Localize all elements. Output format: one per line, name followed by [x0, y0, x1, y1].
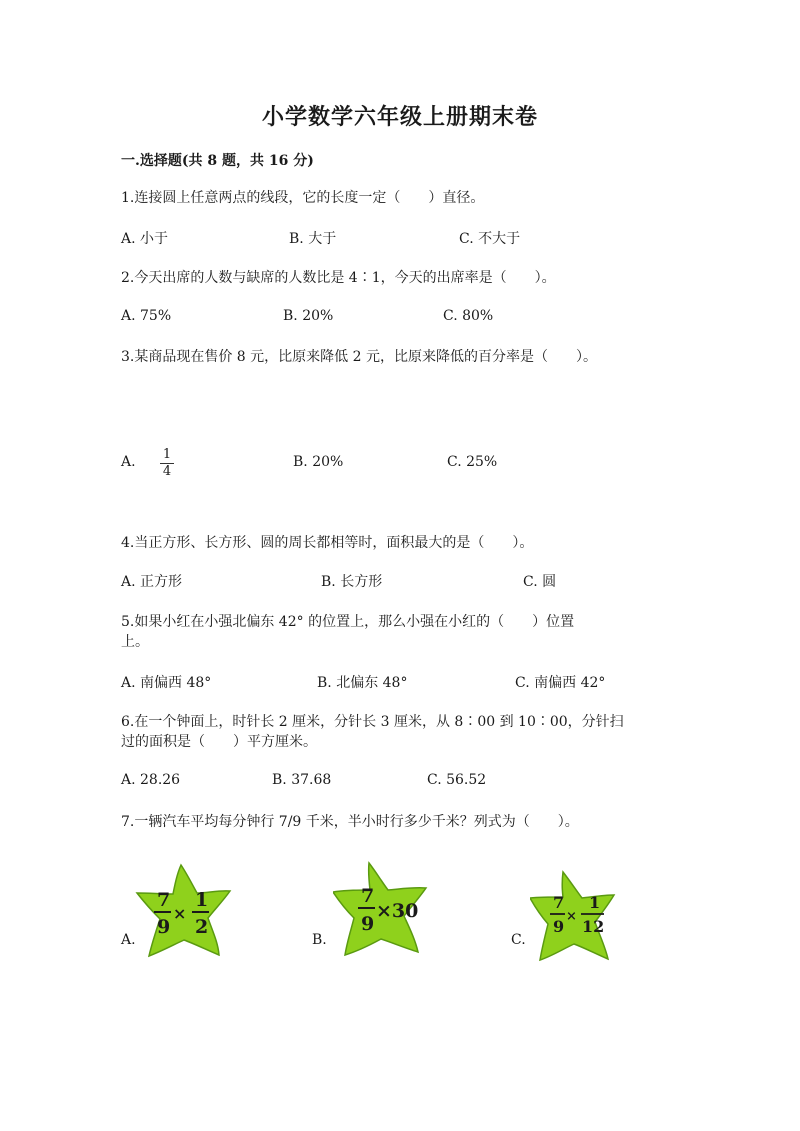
fraction-numerator: 1 [162, 447, 172, 462]
star-a-denominator: 9 [157, 916, 171, 938]
q6-option-a: A. 28.26 [121, 772, 181, 788]
q7-star-a [135, 862, 235, 962]
star-a-right-denominator: 2 [195, 916, 209, 938]
star-c-operator: × [566, 909, 577, 924]
question-3: 3.某商品现在售价 8 元，比原来降低 2 元，比原来降低的百分率是（ ）。 [121, 349, 597, 365]
star-b-operator: ×30 [376, 900, 419, 922]
q1-option-a: A. 小于 [121, 231, 169, 247]
star-icon [135, 862, 235, 962]
q3-option-b: B. 20% [293, 454, 344, 470]
star-icon [530, 870, 620, 965]
q7-option-a: A. [121, 932, 136, 948]
star-b-numerator: 7 [361, 885, 375, 907]
q7-option-c: C. [511, 932, 526, 948]
question-6-line-2: 过的面积是（ ）平方厘米。 [121, 734, 317, 750]
q4-option-c: C. 圆 [523, 574, 557, 590]
page-title: 小学数学六年级上册期末卷 [261, 104, 538, 130]
q1-option-b: B. 大于 [289, 231, 337, 247]
question-4: 4.当正方形、长方形、圆的周长都相等时，面积最大的是（ ）。 [121, 535, 534, 551]
q3-option-a-fraction [160, 448, 174, 479]
q6-option-c: C. 56.52 [427, 772, 487, 788]
q7-star-c [530, 870, 620, 965]
q2-option-b: B. 20% [283, 308, 334, 324]
q7-star-b [333, 860, 433, 960]
q5-option-c: C. 南偏西 42° [515, 675, 606, 691]
q2-option-a: A. 75% [121, 308, 172, 324]
section-heading: 一.选择题(共 8 题，共 16 分) [121, 153, 314, 169]
q4-option-b: B. 长方形 [321, 574, 383, 590]
question-6-line-1: 6.在一个钟面上，时针长 2 厘米，分针长 3 厘米，从 8∶00 到 10∶00，分针扫 [121, 714, 624, 730]
fraction-denominator: 4 [162, 464, 172, 479]
q4-option-a: A. 正方形 [121, 574, 183, 590]
q5-option-b: B. 北偏东 48° [317, 675, 408, 691]
star-icon [333, 860, 433, 960]
q6-option-b: B. 37.68 [272, 772, 332, 788]
question-5-line-2: 上。 [121, 634, 149, 650]
star-a-numerator: 7 [157, 889, 171, 911]
star-c-right-numerator: 1 [589, 893, 601, 912]
q1-option-c: C. 不大于 [459, 231, 521, 247]
star-c-denominator: 9 [553, 917, 565, 936]
question-5-line-1: 5.如果小红在小强北偏东 42° 的位置上，那么小强在小红的（ ）位置 [121, 614, 575, 630]
q2-option-c: C. 80% [443, 308, 494, 324]
question-7: 7.一辆汽车平均每分钟行 7/9 千米，半小时行多少千米？列式为（ ）。 [121, 814, 579, 830]
star-c-right-denominator: 12 [582, 917, 605, 936]
star-a-right-numerator: 1 [195, 889, 209, 911]
q5-option-a: A. 南偏西 48° [121, 675, 212, 691]
q3-option-c: C. 25% [447, 454, 498, 470]
q3-option-a: A. [121, 454, 136, 470]
question-1: 1.连接圆上任意两点的线段，它的长度一定（ ）直径。 [121, 190, 485, 206]
star-c-numerator: 7 [553, 893, 565, 912]
q7-option-b: B. [312, 932, 327, 948]
star-b-denominator: 9 [361, 913, 375, 935]
star-a-operator: × [173, 904, 187, 923]
question-2: 2.今天出席的人数与缺席的人数比是 4∶1，今天的出席率是（ ）。 [121, 270, 556, 286]
